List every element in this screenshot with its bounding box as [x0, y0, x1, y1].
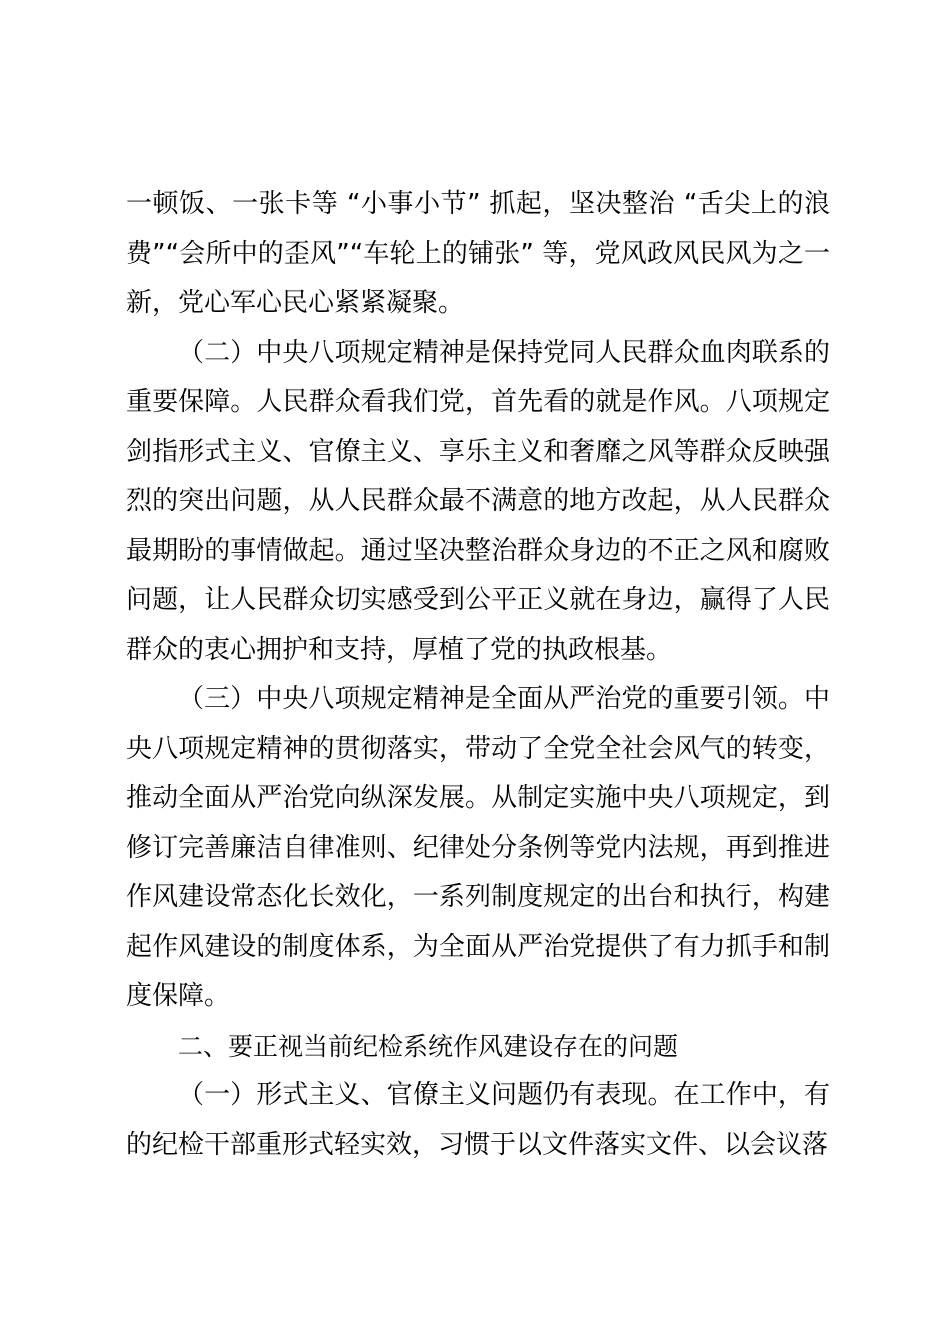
- section-heading: 二、要正视当前纪检系统作风建设存在的问题: [178, 1031, 679, 1061]
- paragraph-subsection-1: （一）形式主义、官僚主义问题仍有表现。在工作中，有的纪检干部重形式轻实效，习惯于以文件落实文件、以会议落: [126, 1080, 830, 1160]
- paragraph-continuation: 一顿饭、一张卡等 “小事小节” 抓起，坚决整治 “舌尖上的浪费”“会所中的歪风”“车轮上的铺张” 等，党风政风民风为之一新，党心军心民心紧紧凝聚。: [126, 189, 830, 318]
- document-body: [126, 180, 830, 1170]
- paragraph-section-3: （三）中央八项规定精神是全面从严治党的重要引领。中央八项规定精神的贯彻落实，带动了全党全社会风气的转变，推动全面从严治党向纵深发展。从制定实施中央八项规定，到修订完善廉洁自律准则、纪律处分条例等党内法规，再到推进作风建设常态化长效化，一系列制度规定的出台和执行，构建起作风建设的制度体系，为全面从严治党提供了有力抓手和制度保障。: [126, 684, 830, 1011]
- paragraph-section-2: （二）中央八项规定精神是保持党同人民群众血肉联系的重要保障。人民群众看我们党，首先看的就是作风。八项规定剑指形式主义、官僚主义、享乐主义和奢靡之风等群众反映强烈的突出问题，从人民群众最不满意的地方改起，从人民群众最期盼的事情做起。通过坚决整治群众身边的不正之风和腐败问题，让人民群众切实感受到公平正义就在身边，赢得了人民群众的衷心拥护和支持，厚植了党的执政根基。: [126, 337, 830, 665]
